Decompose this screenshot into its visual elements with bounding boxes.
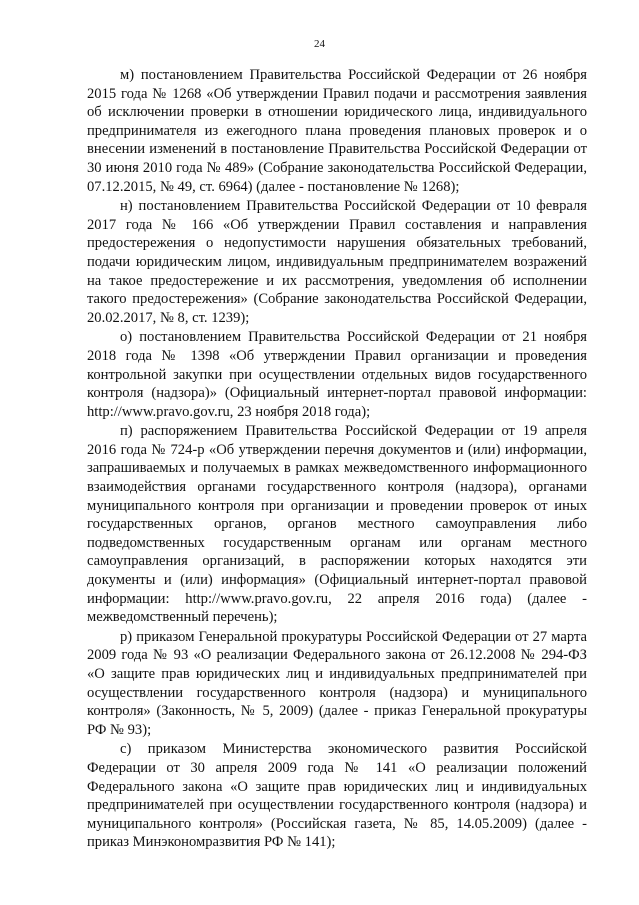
paragraph-o: о) постановлением Правительства Российской Федерации от 21 ноября 2018 года № 1398 «Об утверждении Правил организации и проведения контрольной закупки при осуществлении отдельных видов государственного контроля (надзора)» (Официальный интернет-портал правовой информации: http://www.pravo.gov.ru, 23 ноября 2018 года); bbox=[87, 329, 587, 420]
paragraph-n: н) постановлением Правительства Российской Федерации от 10 февраля 2017 года № 166 «Об утверждении Правил составления и направления предостережения о недопустимости нарушения обязательных требований, подачи юридическим лицом, индивидуальным предпринимателем возражений на такое предостережение и их рассмотрения, уведомления об исполнении такого предостережения» (Собрание законодательства Российской Федерации, 20.02.2017, № 8, ст. 1239); bbox=[87, 198, 587, 326]
paragraph-r: р) приказом Генеральной прокуратуры Российской Федерации от 27 марта 2009 года № 93 «О реализации Федерального закона от 26.12.2008 № 294-ФЗ «О защите прав юридических лиц и индивидуальных предпринимателей при осуществлении государственного контроля (надзора) и муниципального контроля» (Законность, № 5, 2009) (далее - приказ Генеральной прокуратуры РФ № 93); bbox=[87, 628, 587, 738]
paragraph-s: с) приказом Министерства экономического развития Российской Федерации от 30 апреля 2009 года № 141 «О реализации положений Федерального закона «О защите прав юридических лиц и индивидуальных предпринимателей при осуществлении государственного контроля (надзора) и муниципального контроля» (Российская газета, № 85, 14.05.2009) (далее - приказ Минэкономразвития РФ № 141); bbox=[87, 741, 587, 851]
page-number: 24 bbox=[314, 38, 325, 50]
paragraph-p: п) распоряжением Правительства Российской Федерации от 19 апреля 2016 года № 724-р «Об утверждении перечня документов и (или) информации, запрашиваемых и получаемых в рамках межведомственного информационного взаимодействия органами государственного контроля (надзора), органами муниципального контроля при организации и проведении проверок от иных государственных органов, органов местного самоуправления либо подведомственных государственным органам или органам местного самоуправления организаций, в распоряжении которых находятся эти документы и (или) информация» (Официальный интернет-портал правовой информации: http://www.pravo.gov.ru, 22 апреля 2016 года) (далее - межведомственный перечень); bbox=[87, 423, 587, 626]
document-body bbox=[87, 66, 587, 853]
paragraph-m: м) постановлением Правительства Российской Федерации от 26 ноября 2015 года № 1268 «Об утверждении Правил подачи и рассмотрения заявления об исключении проверки в отношении юридического лица, индивидуального предпринимателя из ежегодного плана проведения плановых проверок и о внесении изменений в постановление Правительства Российской Федерации от 30 июня 2010 года № 489» (Собрание законодательства Российской Федерации, 07.12.2015, № 49, ст. 6964) (далее - постановление № 1268); bbox=[87, 67, 587, 195]
